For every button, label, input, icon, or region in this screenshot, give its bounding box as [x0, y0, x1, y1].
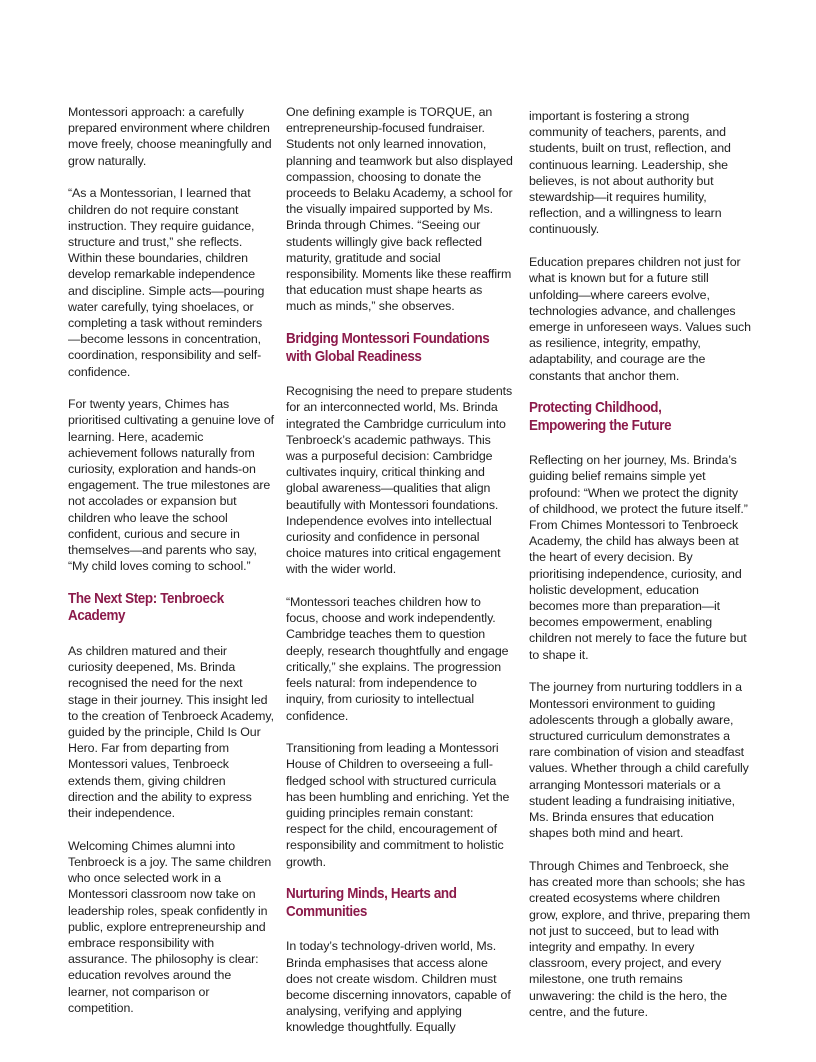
section-heading-nurturing: Nurturing Minds, Hearts and Communities — [286, 886, 457, 920]
paragraph: For twenty years, Chimes has prioritised cultivating a genuine love of learning. Here, academic achievement follows naturally from curiosity, exploration and hands-on engagement. The true milestones are not accolades or expansion but children who leave the school confident, curious and secure in themselves—and parents who say, “My child loves coming to school.” — [68, 397, 274, 574]
paragraph: Transitioning from leading a Montessori House of Children to overseeing a full-fledged school with structured curricula has been humbling and enriching. Yet the guiding principles remain constant: respect for the child, encouragement of responsibility and commitment to holistic growth. — [286, 741, 510, 869]
paragraph: Through Chimes and Tenbroeck, she has created more than schools; she has created ecosystems where children grow, explore, and thrive, preparing them not just to succeed, but to lead with integrity and empathy. In every classroom, every project, and every milestone, one truth remains unwavering: the child is the hero, the centre, and the future. — [529, 858, 751, 1019]
paragraph: “Montessori teaches children how to focus, choose and work independently. Cambridge teaches them to question deeply, research thoughtfully and engage critically,” she explains. The progression feels natural: from independence to inquiry, from curiosity to intellectual confidence. — [286, 595, 509, 723]
section-heading-bridging: Bridging Montessori Foundations with Global Readiness — [286, 331, 490, 365]
paragraph: In today’s technology-driven world, Ms. Brinda emphasises that access alone does not create wisdom. Children must become discerning innovators, capable of analysing, verifying and applying knowledge thoughtfully. Equally — [286, 939, 511, 1035]
section-heading-protecting: Protecting Childhood, Empowering the Future — [529, 400, 672, 434]
paragraph: Recognising the need to prepare students for an interconnected world, Ms. Brinda integrated the Cambridge curriculum into Tenbroeck’s academic pathways. This was a purposeful decision: Cambridge cultivates inquiry, critical thinking and global awareness—qualities that align beautifully with Montessori foundations. Independence evolves into intellectual curiosity and confidence in personal choice matures into critical engagement with the wider world. — [286, 384, 513, 577]
paragraph: As children matured and their curiosity deepened, Ms. Brinda recognised the need for the next stage in their journey. This insight led to the creation of Tenbroeck Academy, guided by the principle, Child Is Our Hero. Far from departing from Montessori values, Tenbroeck extends them, giving children direction and the ability to express their independence. — [68, 643, 274, 821]
paragraph: important is fostering a strong community of teachers, parents, and students, built on trust, reflection, and continuous learning. Leadership, she believes, is not about authority but stewardship—it requires humility, reflection, and a willingness to learn continuously. — [529, 109, 731, 237]
section-heading-next-step: The Next Step: Tenbroeck Academy — [68, 590, 224, 625]
paragraph: Education prepares children not just for what is known but for a future still unfolding—where careers evolve, technologies advance, and challenges emerge in unforeseen ways. Values such as resilience, integrity, empathy, adaptability, and courage are the constants that anchor them. — [529, 255, 751, 383]
paragraph: Reflecting on her journey, Ms. Brinda’s guiding belief remains simple yet profound: “When we protect the dignity of childhood, we protect the future itself.” From Chimes Montessori to Tenbroeck Academy, the child has always been at the heart of every decision. By prioritising independence, curiosity, and holistic development, education becomes more than preparation—it becomes empowerment, enabling children not merely to face the future but to shape it. — [529, 453, 748, 662]
column-right — [529, 108, 751, 1036]
paragraph: Montessori approach: a carefully prepared environment where children move freely, choose meaningfully and grow naturally. — [68, 105, 272, 168]
paragraph: One defining example is TORQUE, an entrepreneurship-focused fundraiser. Students not only learned innovation, planning and teamwork but also displayed compassion, choosing to donate the proceeds to Belaku Academy, a school for the visually impaired supported by Ms. Brinda through Chimes. “Seeing our students willingly give back reflected maturity, gratitude and social responsibility. Moments like these reaffirm that education must shape hearts as much as minds,” she observes. — [286, 105, 513, 314]
column-left — [68, 104, 274, 1032]
paragraph: The journey from nurturing toddlers in a Montessori environment to guiding adolescents through a globally aware, structured curriculum demonstrates a rare combination of vision and steadfast values. Whether through a child carefully arranging Montessori materials or a student leading a fundraising initiative, Ms. Brinda ensures that education shapes both mind and heart. — [529, 680, 749, 841]
paragraph: Welcoming Chimes alumni into Tenbroeck is a joy. The same children who once selected work in a Montessori classroom now take on leadership roles, speak confidently in public, explore entrepreneurship and embrace responsibility with assurance. The philosophy is clear: education revolves around the learner, not comparison or competition. — [68, 838, 272, 1015]
paragraph: “As a Montessorian, I learned that children do not require constant instruction. They require guidance, structure and trust,” she reflects. Within these boundaries, children develop remarkable independence and discipline. Simple acts—pouring water carefully, tying shoelaces, or completing a task without reminders—become lessons in concentration, coordination, responsibility and self-confidence. — [68, 186, 265, 379]
column-middle — [286, 104, 514, 1052]
